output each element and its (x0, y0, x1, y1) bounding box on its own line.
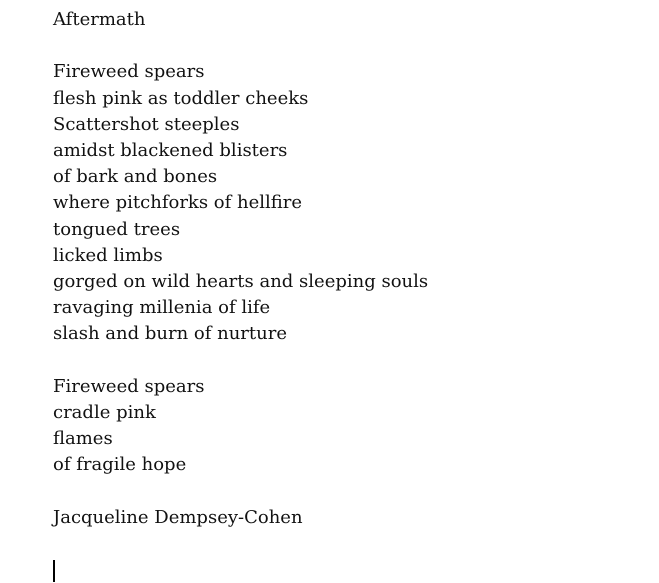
poem-line: flames (53, 428, 113, 449)
poem-line: of fragile hope (53, 454, 187, 476)
poem-line: amidst blackened blisters (53, 139, 288, 161)
poem-line: ravaging millenia of life (53, 297, 271, 319)
poem-title: Aftermath (53, 9, 146, 30)
blank-line (53, 531, 643, 557)
stanza-2 (53, 374, 643, 479)
poem-author: Jacqueline Dempsey-Cohen (53, 506, 303, 528)
blank-line (53, 33, 643, 59)
poem-line: tongued trees (53, 218, 181, 240)
blank-line (53, 478, 643, 504)
poem-line: Fireweed spears (53, 61, 205, 83)
poem-line: flesh pink as toddler cheeks (53, 87, 309, 109)
document-body[interactable] (53, 7, 643, 583)
poem-line: Scattershot steeples (53, 113, 240, 135)
blank-line (53, 347, 643, 373)
poem-line: Fireweed spears (53, 375, 205, 397)
poem-line: gorged on wild hearts and sleeping souls (53, 270, 429, 292)
poem-line: of bark and bones (53, 166, 218, 188)
text-cursor-line[interactable] (53, 557, 643, 583)
poem-line: slash and burn of nurture (53, 323, 287, 345)
poem-line: where pitchforks of hellfire (53, 192, 303, 214)
poem-line: cradle pink (53, 401, 156, 423)
poem-line: licked limbs (53, 244, 163, 266)
stanza-1 (53, 59, 643, 347)
